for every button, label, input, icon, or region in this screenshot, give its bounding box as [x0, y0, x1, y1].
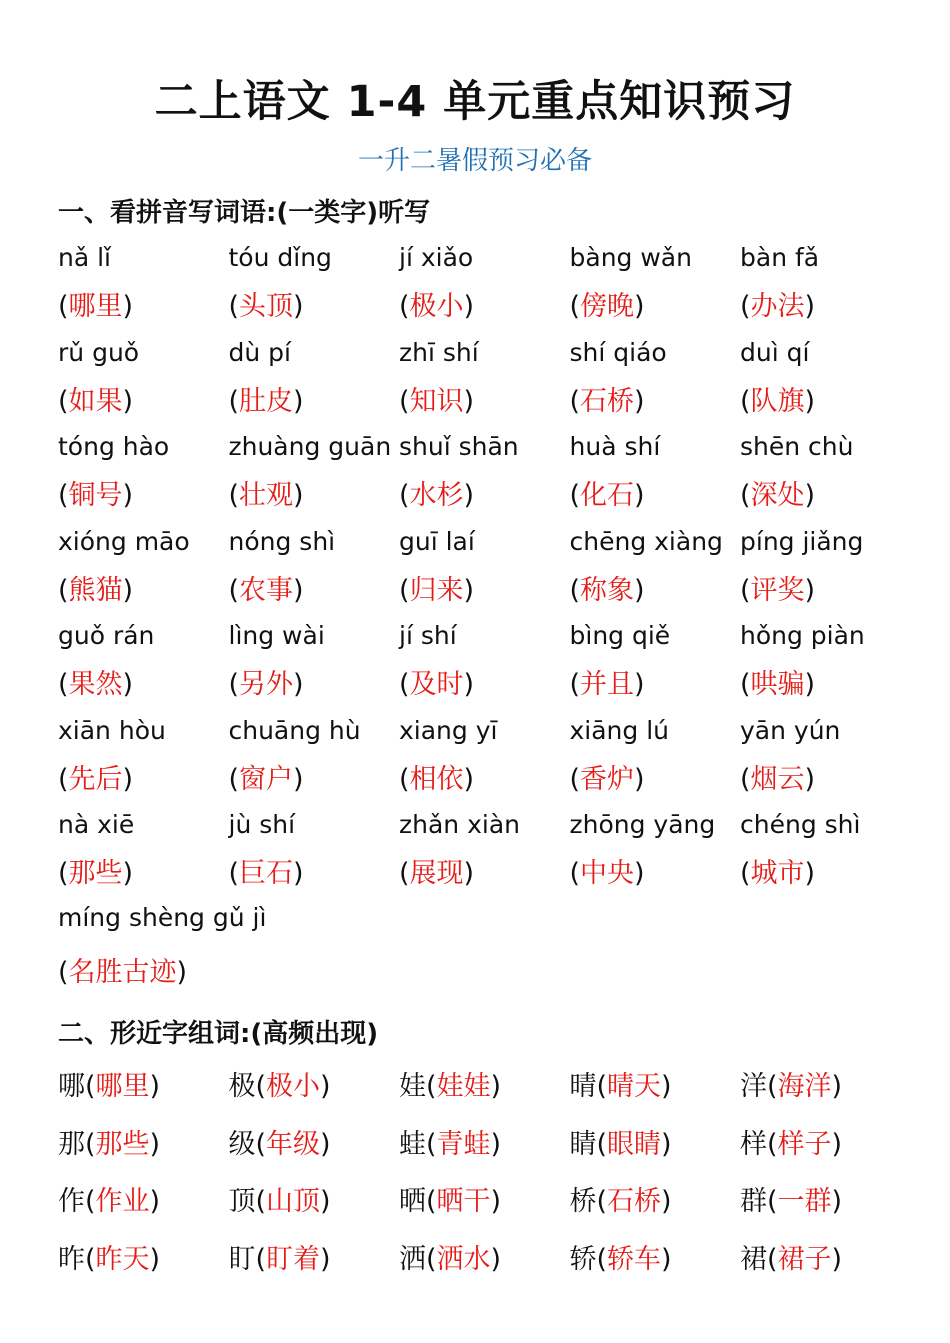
- pinyin-text: xiān hòu: [58, 715, 166, 745]
- answer-word: 样子: [777, 1128, 832, 1160]
- answer-word: 熊猫: [68, 574, 123, 606]
- pinyin-text: bàng wǎn: [569, 243, 692, 272]
- answer-word: 作业: [95, 1186, 150, 1217]
- answer-text: (水杉): [399, 480, 475, 511]
- answer-text: (极小): [399, 291, 475, 322]
- pinyin-text: chuāng hù: [228, 715, 361, 745]
- answer-text: (铜号): [58, 480, 134, 511]
- pinyin-text: píng jiǎng: [740, 526, 864, 556]
- answer-text: (称象): [569, 574, 645, 606]
- pinyin-text: huà shí: [569, 432, 661, 461]
- pinyin-item: [229, 807, 400, 902]
- pinyin-text: bìng qiě: [569, 621, 671, 650]
- answer-text: (名胜古迹): [58, 957, 188, 988]
- answer-text: (另外): [228, 669, 304, 700]
- pinyin-item: [229, 335, 400, 430]
- answer-word: 年级: [266, 1128, 321, 1160]
- base-char: 那: [58, 1128, 85, 1160]
- pinyin-text: bàn fǎ: [740, 243, 820, 272]
- pinyin-word-grid: [58, 240, 918, 902]
- answer-text: (哄骗): [740, 669, 816, 700]
- pinyin-text: chéng shì: [740, 810, 861, 839]
- answer-word: 昨天: [95, 1243, 150, 1275]
- pinyin-text: xiang yī: [399, 715, 498, 745]
- answer-word: 展现: [409, 858, 464, 889]
- pinyin-item: [740, 524, 911, 619]
- answer-text: (如果): [58, 385, 134, 417]
- answer-word: 队旗: [750, 385, 805, 417]
- base-char: 睛: [569, 1128, 597, 1160]
- pinyin-item: [399, 807, 570, 902]
- pinyin-text: tóu dǐng: [228, 243, 332, 272]
- answer-word: 化石: [580, 480, 635, 511]
- base-char: 级: [228, 1128, 256, 1160]
- section1-heading: 一、看拼音写词语:(一类字)听写: [58, 198, 431, 228]
- pinyin-text: shuǐ shān: [399, 432, 519, 461]
- similar-char-item: 洋(海洋): [740, 1071, 843, 1102]
- pinyin-item: [229, 618, 400, 713]
- similar-char-item: 娃(娃娃): [399, 1071, 502, 1102]
- pinyin-item: [740, 240, 911, 335]
- similar-char-item: 桥(石桥): [569, 1186, 672, 1217]
- page-title: 二上语文 1-4 单元重点知识预习: [154, 77, 796, 127]
- answer-word: 洒水: [436, 1243, 491, 1275]
- base-char: 极: [228, 1071, 256, 1102]
- pinyin-item: [229, 524, 400, 619]
- pinyin-item: [570, 240, 741, 335]
- similar-char-item: 晴(晴天): [569, 1071, 672, 1102]
- pinyin-item: [570, 618, 741, 713]
- answer-word: 归来: [409, 574, 464, 606]
- pinyin-text: jí xiǎo: [399, 243, 474, 272]
- pinyin-text: zhǎn xiàn: [399, 810, 520, 839]
- pinyin-item: [570, 335, 741, 430]
- pinyin-text: shēn chù: [740, 432, 854, 461]
- answer-word: 石桥: [580, 385, 635, 417]
- pinyin-text: chēng xiàng: [569, 526, 723, 556]
- answer-word: 哪里: [68, 291, 123, 322]
- pinyin-item: [740, 429, 911, 524]
- pinyin-text: hǒng piàn: [740, 621, 865, 650]
- base-char: 桥: [569, 1186, 597, 1217]
- section2-heading: 二、形近字组词:(高频出现): [58, 1019, 379, 1049]
- pinyin-item: [229, 429, 400, 524]
- answer-word: 另外: [239, 669, 294, 700]
- pinyin-item: [570, 807, 741, 902]
- similar-char-item: 盯(盯着): [228, 1243, 331, 1275]
- answer-word: 如果: [68, 385, 123, 417]
- answer-word: 傍晚: [580, 291, 635, 322]
- base-char: 裙: [740, 1243, 767, 1275]
- pinyin-item: [399, 713, 570, 808]
- answer-text: (肚皮): [228, 385, 304, 417]
- answer-text: (展现): [399, 858, 475, 889]
- base-char: 轿: [569, 1243, 597, 1275]
- answer-text: (壮观): [228, 480, 304, 511]
- answer-word: 轿车: [607, 1243, 662, 1275]
- answer-text: (果然): [58, 669, 134, 700]
- pinyin-item: [58, 618, 229, 713]
- pinyin-item: [399, 524, 570, 619]
- pinyin-text: tóng hào: [58, 432, 170, 461]
- pinyin-text: nà xiē: [58, 810, 135, 839]
- pinyin-item: [399, 335, 570, 430]
- pinyin-item: [229, 713, 400, 808]
- answer-word: 果然: [68, 669, 123, 700]
- base-char: 样: [740, 1128, 767, 1160]
- similar-char-item: 裙(裙子): [740, 1243, 843, 1275]
- pinyin-item: [740, 713, 911, 808]
- pinyin-text: xiāng lú: [569, 715, 670, 745]
- base-char: 晒: [399, 1186, 426, 1217]
- pinyin-item: [399, 429, 570, 524]
- answer-word: 中央: [580, 858, 635, 889]
- answer-word: 香炉: [580, 763, 635, 795]
- answer-text: (归来): [399, 574, 475, 606]
- base-char: 洋: [740, 1071, 767, 1102]
- pinyin-text: zhī shí: [399, 337, 479, 367]
- answer-text: (及时): [399, 669, 475, 700]
- answer-word: 先后: [68, 763, 123, 795]
- answer-word: 那些: [68, 858, 123, 889]
- answer-word: 并且: [580, 669, 635, 700]
- similar-char-item: 样(样子): [740, 1128, 843, 1160]
- answer-word: 晒干: [436, 1186, 491, 1217]
- answer-word: 巨石: [239, 858, 294, 889]
- answer-word: 石桥: [607, 1186, 662, 1217]
- answer-text: (先后): [58, 763, 134, 795]
- similar-char-item: 那(那些): [58, 1128, 161, 1160]
- answer-word: 铜号: [68, 480, 123, 511]
- similar-char-item: 蛙(青蛙): [399, 1128, 502, 1160]
- pinyin-text: nǎ lǐ: [58, 243, 112, 272]
- pinyin-text: nóng shì: [228, 526, 336, 556]
- base-char: 群: [740, 1186, 767, 1217]
- answer-text: (哪里): [58, 291, 134, 322]
- similar-char-item: 哪(哪里): [58, 1071, 161, 1102]
- base-char: 哪: [58, 1071, 85, 1102]
- pinyin-item: [399, 240, 570, 335]
- answer-word: 知识: [409, 385, 464, 417]
- pinyin-item: [58, 807, 229, 902]
- answer-word: 盯着: [266, 1243, 321, 1275]
- similar-char-item: 级(年级): [228, 1128, 331, 1160]
- answer-text: (知识): [399, 385, 475, 417]
- answer-word: 哄骗: [750, 669, 805, 700]
- page-subtitle: 一升二暑假预习必备: [357, 146, 592, 176]
- pinyin-item: [740, 335, 911, 430]
- similar-char-item: 顶(山顶): [228, 1186, 331, 1217]
- answer-text: (窗户): [228, 763, 304, 795]
- answer-word: 山顶: [266, 1186, 321, 1217]
- answer-text: (头顶): [228, 291, 304, 322]
- answer-text: (熊猫): [58, 574, 134, 606]
- pinyin-item: [58, 429, 229, 524]
- base-char: 盯: [228, 1243, 256, 1275]
- similar-char-item: 作(作业): [58, 1186, 161, 1217]
- answer-text: (化石): [569, 480, 645, 511]
- pinyin-text: xióng māo: [58, 526, 190, 556]
- answer-word: 烟云: [750, 763, 805, 795]
- answer-word: 评奖: [750, 574, 805, 606]
- answer-word: 头顶: [239, 291, 294, 322]
- answer-word: 窗户: [239, 763, 294, 795]
- pinyin-item: [740, 807, 911, 902]
- answer-text: (农事): [228, 574, 304, 606]
- base-char: 作: [58, 1186, 85, 1217]
- pinyin-text: shí qiáo: [569, 337, 667, 367]
- similar-char-item: 睛(眼睛): [569, 1128, 672, 1160]
- pinyin-item: [229, 240, 400, 335]
- answer-word: 壮观: [239, 480, 294, 511]
- base-char: 顶: [228, 1186, 256, 1217]
- answer-word: 海洋: [777, 1071, 832, 1102]
- pinyin-text: lìng wài: [228, 621, 325, 650]
- pinyin-text: duì qí: [740, 337, 810, 367]
- pinyin-item: [58, 240, 229, 335]
- answer-text: (并且): [569, 669, 645, 700]
- answer-word: 极小: [266, 1071, 321, 1102]
- similar-char-item: 群(一群): [740, 1186, 843, 1217]
- base-char: 晴: [569, 1071, 597, 1102]
- answer-word: 名胜古迹: [68, 957, 177, 988]
- answer-text: (傍晚): [569, 291, 645, 322]
- answer-word: 那些: [95, 1128, 150, 1160]
- answer-word: 肚皮: [239, 385, 294, 417]
- answer-text: (相依): [399, 763, 475, 795]
- pinyin-text: jí shí: [399, 621, 457, 650]
- pinyin-text: guǒ rán: [58, 621, 155, 650]
- pinyin-item: [58, 335, 229, 430]
- answer-word: 及时: [409, 669, 464, 700]
- pinyin-item: [570, 713, 741, 808]
- answer-text: (烟云): [740, 763, 816, 795]
- pinyin-item: [58, 713, 229, 808]
- answer-text: (深处): [740, 480, 816, 511]
- pinyin-item: [58, 524, 229, 619]
- similar-char-item: 洒(洒水): [399, 1243, 502, 1275]
- pinyin-text: yān yún: [740, 715, 841, 745]
- similar-char-item: 极(极小): [228, 1071, 331, 1102]
- base-char: 蛙: [399, 1128, 426, 1160]
- answer-word: 晴天: [607, 1071, 662, 1102]
- answer-word: 农事: [239, 574, 294, 606]
- answer-text: (办法): [740, 291, 816, 322]
- pinyin-text: jù shí: [228, 810, 296, 839]
- answer-text: (香炉): [569, 763, 645, 795]
- answer-word: 相依: [409, 763, 464, 795]
- pinyin-text: guī laí: [399, 526, 475, 556]
- pinyin-item: [740, 618, 911, 713]
- pinyin-text: zhuàng guān: [228, 432, 392, 461]
- answer-word: 城市: [750, 858, 805, 889]
- answer-word: 哪里: [95, 1071, 150, 1102]
- answer-text: (评奖): [740, 574, 816, 606]
- answer-word: 一群: [777, 1186, 832, 1217]
- answer-word: 深处: [750, 480, 805, 511]
- answer-text: (队旗): [740, 385, 816, 417]
- answer-text: (中央): [569, 858, 645, 889]
- pinyin-text: dù pí: [228, 337, 291, 367]
- answer-text: (巨石): [228, 858, 304, 889]
- pinyin-item: [399, 618, 570, 713]
- pinyin-item: [570, 429, 741, 524]
- answer-word: 水杉: [409, 480, 464, 511]
- pinyin-text: rǔ guǒ: [58, 337, 140, 367]
- answer-word: 办法: [750, 291, 805, 322]
- answer-word: 极小: [409, 291, 464, 322]
- base-char: 昨: [58, 1243, 85, 1275]
- pinyin-item: [570, 524, 741, 619]
- answer-word: 称象: [580, 574, 635, 606]
- similar-char-grid: [58, 1062, 918, 1292]
- pinyin-text: zhōng yāng: [569, 810, 716, 839]
- answer-text: (那些): [58, 858, 134, 889]
- pinyin-text: míng shèng gǔ jì: [58, 903, 267, 932]
- answer-word: 青蛙: [436, 1128, 491, 1160]
- answer-word: 娃娃: [436, 1071, 491, 1102]
- answer-word: 眼睛: [607, 1128, 662, 1160]
- answer-text: (城市): [740, 858, 816, 889]
- similar-char-item: 轿(轿车): [569, 1243, 672, 1275]
- answer-word: 裙子: [777, 1243, 832, 1275]
- base-char: 洒: [399, 1243, 426, 1275]
- similar-char-item: 昨(昨天): [58, 1243, 161, 1275]
- base-char: 娃: [399, 1071, 426, 1102]
- similar-char-item: 晒(晒干): [399, 1186, 502, 1217]
- answer-text: (石桥): [569, 385, 645, 417]
